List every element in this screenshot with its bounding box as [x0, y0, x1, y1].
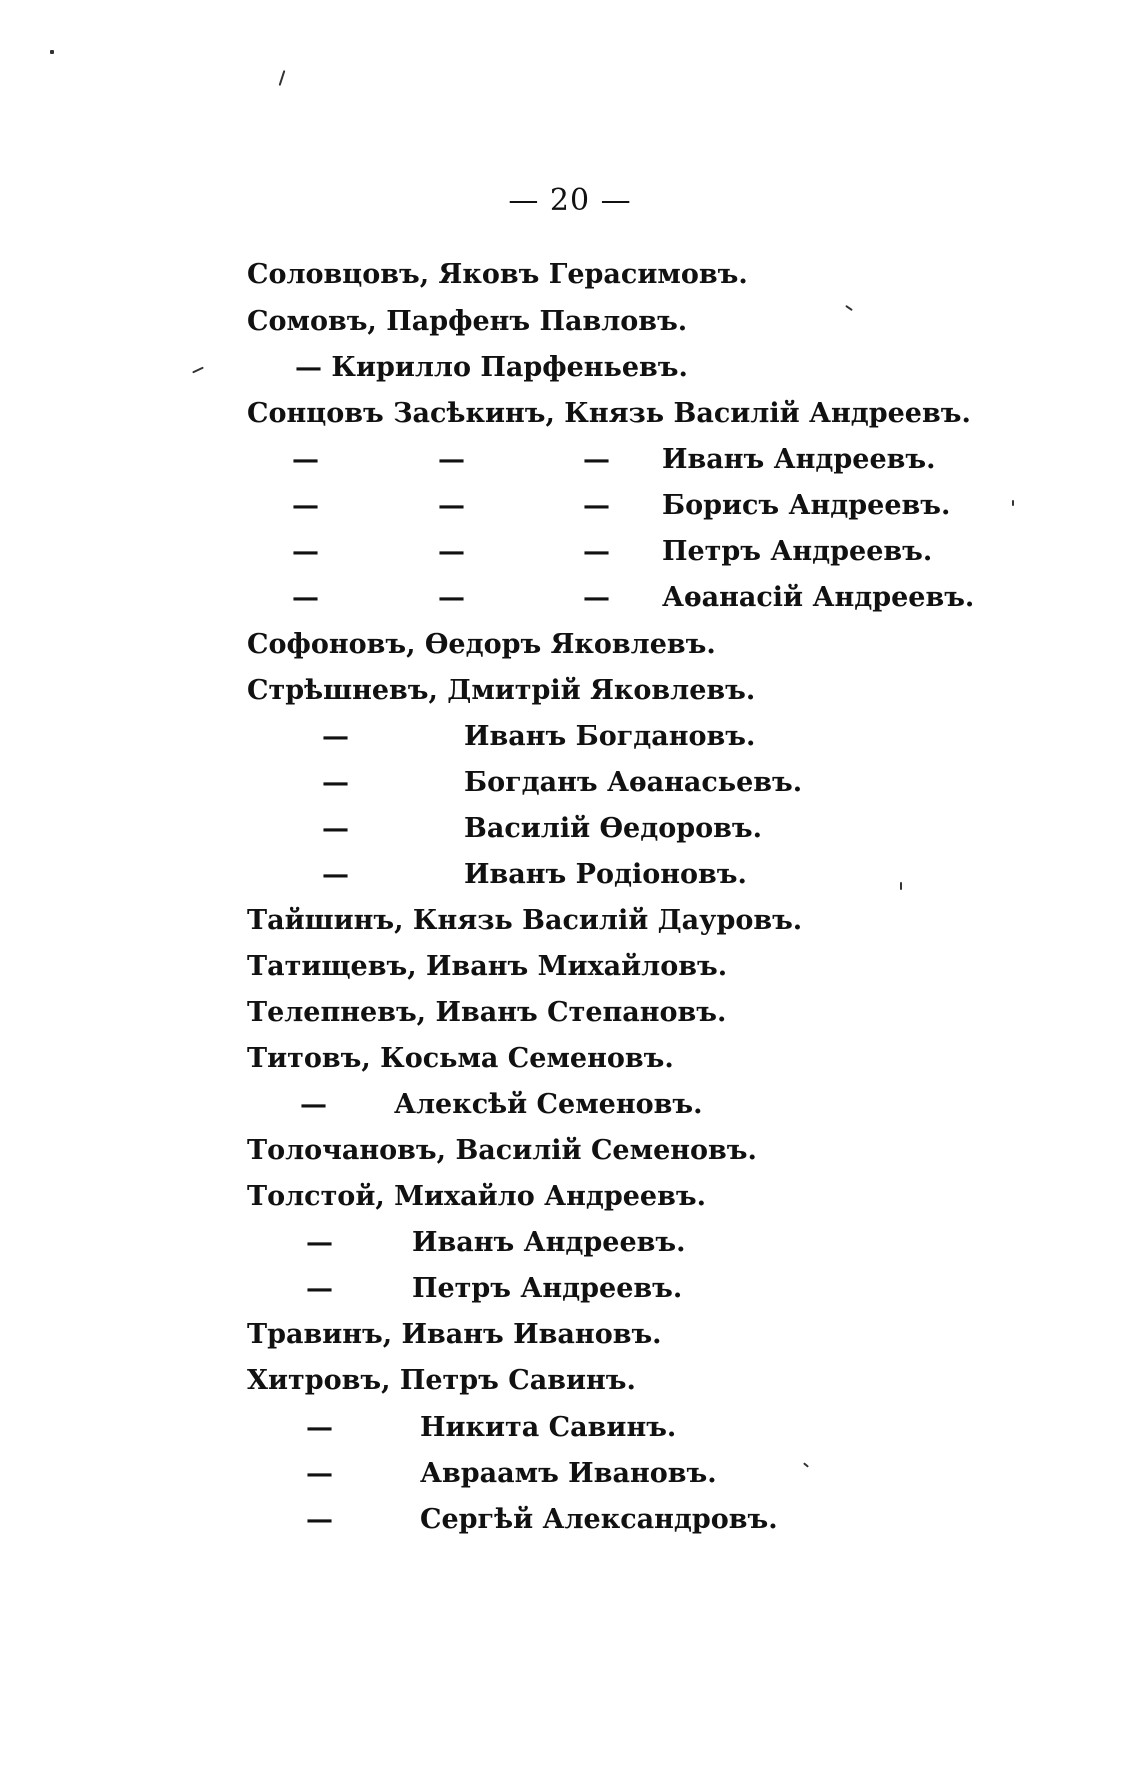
ditto-dash: —: [300, 1089, 327, 1120]
entry-line: Аѳанасій Андреевъ.: [662, 582, 975, 613]
ditto-dash: —: [583, 536, 610, 567]
entry-line: Сонцовъ Засѣкинъ, Князь Василій Андреевъ.: [247, 398, 971, 429]
ditto-dash: —: [322, 813, 349, 844]
scan-speck: [900, 882, 902, 890]
entry-line: Хитровъ, Петръ Савинъ.: [247, 1365, 636, 1396]
scan-speck: [1012, 500, 1014, 506]
ditto-dash: —: [306, 1458, 333, 1489]
entry-line: Иванъ Родіоновъ.: [464, 859, 747, 890]
entry-line: Соловцовъ, Яковъ Герасимовъ.: [247, 259, 748, 290]
ditto-dash: —: [292, 490, 319, 521]
ditto-dash: —: [322, 859, 349, 890]
scan-speck: [803, 1462, 809, 1467]
ditto-dash: —: [292, 444, 319, 475]
entry-line: Иванъ Андреевъ.: [412, 1227, 686, 1258]
ditto-dash: —: [322, 721, 349, 752]
ditto-dash: —: [292, 536, 319, 567]
entry-line: Тайшинъ, Князь Василій Дауровъ.: [247, 905, 803, 936]
ditto-dash: —: [583, 444, 610, 475]
entry-line: Борисъ Андреевъ.: [662, 490, 951, 521]
entry-line: Телепневъ, Иванъ Степановъ.: [247, 997, 727, 1028]
entry-line: Петръ Андреевъ.: [412, 1273, 683, 1304]
entry-line: Софоновъ, Ѳедоръ Яковлевъ.: [247, 629, 716, 660]
scan-speck: [192, 367, 204, 374]
entry-line: Сергѣй Александровъ.: [420, 1504, 778, 1535]
entry-line: Никита Савинъ.: [420, 1412, 677, 1443]
ditto-dash: —: [438, 490, 465, 521]
entry-line: Толочановъ, Василій Семеновъ.: [247, 1135, 757, 1166]
scan-speck: [279, 70, 286, 86]
ditto-dash: —: [583, 582, 610, 613]
ditto-dash: —: [438, 582, 465, 613]
ditto-dash: —: [292, 582, 319, 613]
entry-line: Петръ Андреевъ.: [662, 536, 933, 567]
ditto-dash: —: [306, 1227, 333, 1258]
ditto-dash: —: [306, 1504, 333, 1535]
entry-line: — Кирилло Парфеньевъ.: [295, 352, 688, 383]
entry-line: Татищевъ, Иванъ Михайловъ.: [247, 951, 728, 982]
entry-line: Авраамъ Ивановъ.: [420, 1458, 717, 1489]
entry-line: Алексѣй Семеновъ.: [394, 1089, 703, 1120]
entry-line: Иванъ Андреевъ.: [662, 444, 936, 475]
entry-line: Сомовъ, Парфенъ Павловъ.: [247, 306, 688, 337]
entry-line: Стрѣшневъ, Дмитрій Яковлевъ.: [247, 675, 756, 706]
entry-line: Толстой, Михайло Андреевъ.: [247, 1181, 706, 1212]
entry-line: Иванъ Богдановъ.: [464, 721, 756, 752]
ditto-dash: —: [583, 490, 610, 521]
page-number: — 20 —: [508, 183, 632, 218]
ditto-dash: —: [306, 1412, 333, 1443]
ditto-dash: —: [322, 767, 349, 798]
entry-line: Травинъ, Иванъ Ивановъ.: [247, 1319, 662, 1350]
scan-speck: [845, 305, 853, 311]
scan-speck: [50, 50, 54, 54]
entry-line: Богданъ Аѳанасьевъ.: [464, 767, 803, 798]
ditto-dash: —: [306, 1273, 333, 1304]
entry-line: Василій Ѳедоровъ.: [464, 813, 762, 844]
entry-line: Титовъ, Косьма Семеновъ.: [247, 1043, 674, 1074]
ditto-dash: —: [438, 444, 465, 475]
ditto-dash: —: [438, 536, 465, 567]
